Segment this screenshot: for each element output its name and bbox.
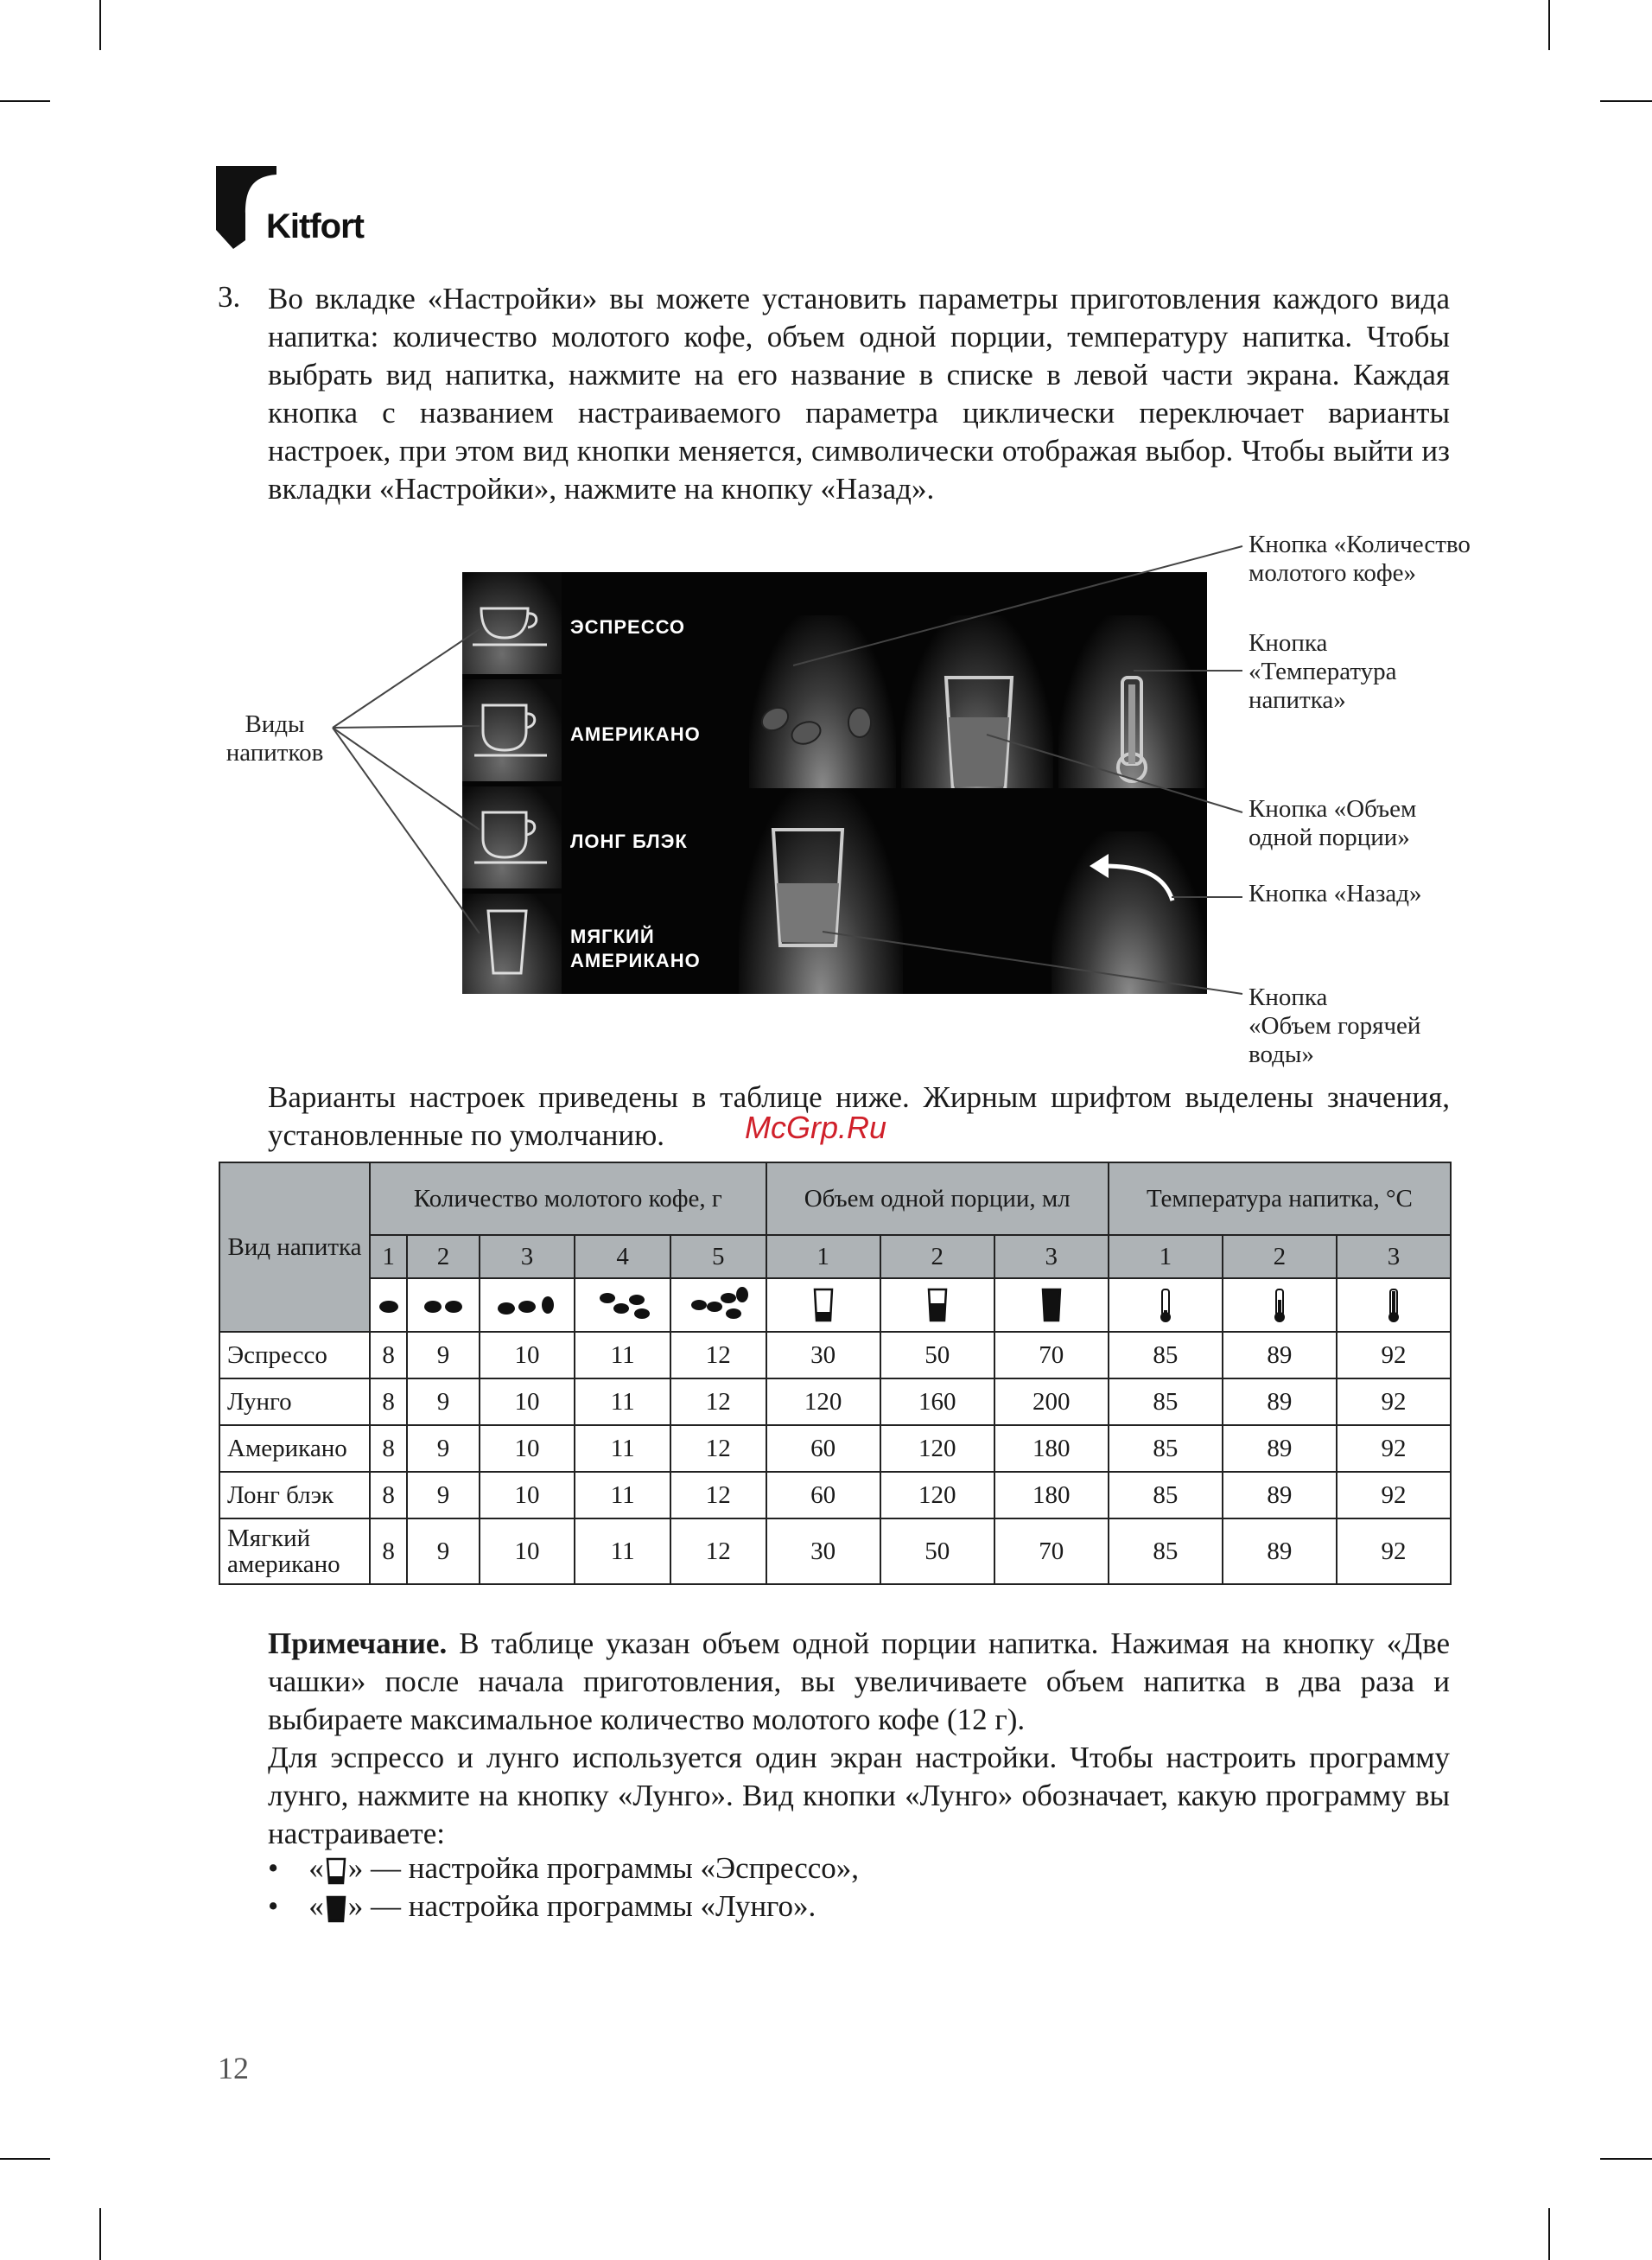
- table-cell: 8: [370, 1378, 407, 1425]
- table-cell: 12: [670, 1425, 766, 1472]
- table-cell: 9: [407, 1425, 480, 1472]
- thermometer-high-icon: [1337, 1278, 1451, 1332]
- table-cell: 89: [1223, 1472, 1337, 1518]
- page-number: 12: [218, 2051, 249, 2085]
- row-drink-name: Лунго: [219, 1378, 370, 1425]
- coffee-level: 2: [407, 1235, 480, 1278]
- table-cell: 200: [994, 1378, 1109, 1425]
- table-cell: 12: [670, 1378, 766, 1425]
- coffee-level: 3: [480, 1235, 575, 1278]
- table-cell: 92: [1337, 1518, 1451, 1584]
- table-row: [219, 1472, 1451, 1518]
- temp-level: 3: [1337, 1235, 1451, 1278]
- table-cell: 9: [407, 1378, 480, 1425]
- table-cell: 8: [370, 1332, 407, 1378]
- annotation-back: Кнопка «Назад»: [1249, 880, 1422, 907]
- note-label: Примечание.: [268, 1627, 448, 1660]
- settings-table: [219, 1162, 1452, 1585]
- table-cell: 85: [1109, 1425, 1223, 1472]
- table-cell: 12: [670, 1332, 766, 1378]
- table-cell: 89: [1223, 1332, 1337, 1378]
- table-cell: 92: [1337, 1378, 1451, 1425]
- table-cell: 85: [1109, 1472, 1223, 1518]
- row-drink-name: Американо: [219, 1425, 370, 1472]
- table-cell: 9: [407, 1518, 480, 1584]
- thermometer-mid-icon: [1223, 1278, 1337, 1332]
- table-cell: 120: [766, 1378, 880, 1425]
- table-cell: 50: [880, 1332, 994, 1378]
- table-head-drink: Вид напитка: [219, 1162, 370, 1332]
- table-cell: 89: [1223, 1378, 1337, 1425]
- coffee-bean-1-icon: [370, 1278, 407, 1332]
- table-cell: 120: [880, 1472, 994, 1518]
- table-cell: 85: [1109, 1518, 1223, 1584]
- coffee-bean-2-icon: [407, 1278, 480, 1332]
- step-text: Во вкладке «Настройки» вы можете установить параметры приготовления каждого вида напитка: количество молотого кофе, объем одной порции, температуру напитка. Чтобы выбрать вид напитка, нажмите на его название в списке в левой части экрана. Каждая кнопка с названием настраиваемого параметра циклически переключает варианты настроек, при этом вид кнопки меняется, символически отображая выбор. Чтобы выйти из вкладки «Настройки», нажмите на кнопку «Назад».: [268, 282, 1450, 506]
- table-cell: 11: [575, 1518, 670, 1584]
- portion-level: 3: [994, 1235, 1109, 1278]
- thermometer-low-icon: [1109, 1278, 1223, 1332]
- coffee-bean-3-icon: [480, 1278, 575, 1332]
- table-cell: 160: [880, 1378, 994, 1425]
- table-cell: 92: [1337, 1332, 1451, 1378]
- table-cell: 10: [480, 1332, 575, 1378]
- bullet-espresso: • « » — настройка программы «Эспрессо»,: [268, 1851, 860, 1885]
- table-cell: 92: [1337, 1472, 1451, 1518]
- table-cell: 60: [766, 1425, 880, 1472]
- bullet-lungo: • « » — настройка программы «Лунго».: [268, 1889, 816, 1923]
- table-cell: 85: [1109, 1332, 1223, 1378]
- drink-label: ЛОНГ БЛЭК: [570, 831, 688, 852]
- row-drink-name: Эспрессо: [219, 1332, 370, 1378]
- glass-medium-icon: [880, 1278, 994, 1332]
- table-cell: 11: [575, 1472, 670, 1518]
- row-drink-name: Лонг блэк: [219, 1472, 370, 1518]
- drink-label: АМЕРИКАНО: [570, 723, 701, 745]
- table-cell: 9: [407, 1472, 480, 1518]
- note-paragraph: [268, 1625, 1450, 1853]
- table-cell: 11: [575, 1378, 670, 1425]
- coffee-bean-5-icon: [670, 1278, 766, 1332]
- glass-small-icon: [766, 1278, 880, 1332]
- table-cell: 89: [1223, 1425, 1337, 1472]
- table-cell: 180: [994, 1425, 1109, 1472]
- temp-level: 1: [1109, 1235, 1223, 1278]
- annotation-temperature: Кнопка «Температура напитка»: [1249, 629, 1397, 714]
- table-cell: 10: [480, 1425, 575, 1472]
- drink-label: ЭСПРЕССО: [570, 616, 686, 638]
- row-drink-name: Мягкий американо: [219, 1518, 370, 1584]
- coffee-level: 1: [370, 1235, 407, 1278]
- annotation-portion: Кнопка «Объем одной порции»: [1249, 795, 1417, 851]
- step-number: 3.: [218, 280, 241, 314]
- table-cell: 12: [670, 1518, 766, 1584]
- table-head-temp: Температура напитка, °C: [1109, 1162, 1451, 1235]
- table-cell: 70: [994, 1518, 1109, 1584]
- table-cell: 8: [370, 1472, 407, 1518]
- bullet-text: » — настройка программы «Эспрессо»,: [347, 1851, 860, 1885]
- table-head-coffee: Количество молотого кофе, г: [370, 1162, 766, 1235]
- note-text-2: Для эспрессо и лунго используется один экран настройки. Чтобы настроить программу лунго, нажмите на кнопку «Лунго». Вид кнопки «Лунго» обозначает, какую программу вы настраиваете:: [268, 1741, 1450, 1850]
- portion-level: 1: [766, 1235, 880, 1278]
- table-cell: 11: [575, 1332, 670, 1378]
- table-cell: 10: [480, 1472, 575, 1518]
- table-row: [219, 1425, 1451, 1472]
- coffee-level: 5: [670, 1235, 766, 1278]
- table-cell: 8: [370, 1425, 407, 1472]
- table-row: [219, 1518, 1451, 1584]
- note-text: В таблице указан объем одной порции напитка. Нажимая на кнопку «Две чашки» после начала приготовления, вы увеличиваете объем напитка в два раза и выбираете максимальное количество молотого кофе (12 г).: [268, 1627, 1450, 1736]
- table-row: [219, 1332, 1451, 1378]
- table-head-portion: Объем одной порции, мл: [766, 1162, 1109, 1235]
- table-cell: 9: [407, 1332, 480, 1378]
- portion-level: 2: [880, 1235, 994, 1278]
- table-cell: 50: [880, 1518, 994, 1584]
- table-cell: 89: [1223, 1518, 1337, 1584]
- table-cell: 10: [480, 1378, 575, 1425]
- table-cell: 85: [1109, 1378, 1223, 1425]
- table-cell: 70: [994, 1332, 1109, 1378]
- coffee-level: 4: [575, 1235, 670, 1278]
- espresso-lungo-button-icon: [324, 1856, 348, 1887]
- table-cell: 10: [480, 1518, 575, 1584]
- table-intro: Варианты настроек приведены в таблице ниже. Жирным шрифтом выделены значения, установленные по умолчанию.: [268, 1080, 1450, 1152]
- watermark: McGrp.Ru: [745, 1110, 887, 1145]
- lungo-button-icon: [324, 1894, 348, 1925]
- coffee-bean-4-icon: [575, 1278, 670, 1332]
- annotation-drink-types: Виды напитков: [226, 710, 324, 767]
- annotation-coffee-amount: Кнопка «Количество молотого кофе»: [1249, 531, 1471, 587]
- table-cell: 60: [766, 1472, 880, 1518]
- bullet-text: » — настройка программы «Лунго».: [347, 1889, 816, 1923]
- temp-level: 2: [1223, 1235, 1337, 1278]
- table-cell: 180: [994, 1472, 1109, 1518]
- annotation-hot-water: Кнопка «Объем горячей воды»: [1249, 984, 1421, 1068]
- drink-label: МЯГКИЙ АМЕРИКАНО: [570, 926, 701, 971]
- table-cell: 8: [370, 1518, 407, 1584]
- brand-name: Kitfort: [266, 207, 364, 245]
- table-cell: 30: [766, 1518, 880, 1584]
- glass-large-icon: [994, 1278, 1109, 1332]
- table-row: [219, 1378, 1451, 1425]
- table-cell: 92: [1337, 1425, 1451, 1472]
- table-cell: 30: [766, 1332, 880, 1378]
- table-cell: 12: [670, 1472, 766, 1518]
- table-cell: 11: [575, 1425, 670, 1472]
- table-cell: 120: [880, 1425, 994, 1472]
